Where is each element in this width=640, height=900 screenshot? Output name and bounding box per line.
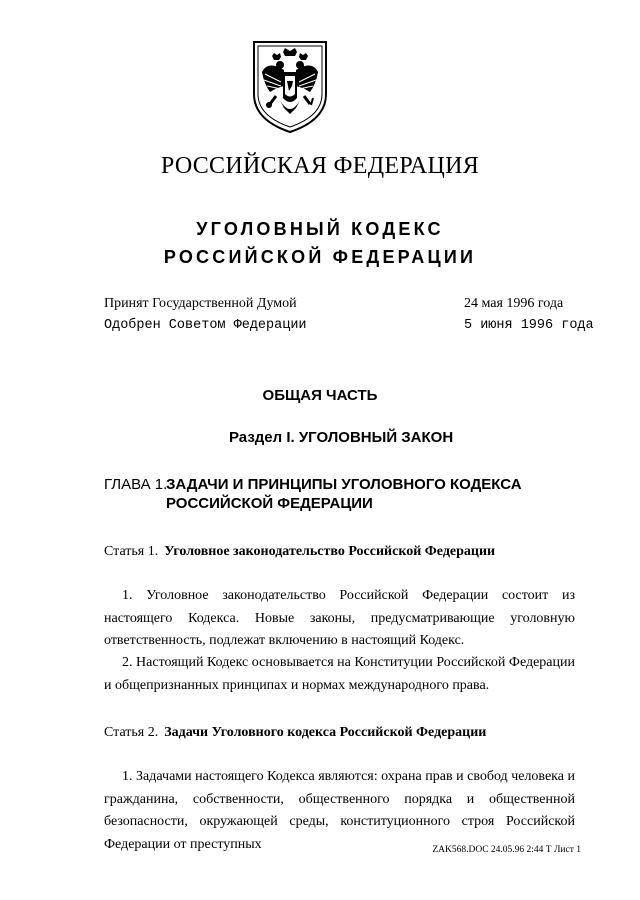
article-1-heading bbox=[104, 544, 495, 560]
article-1-title: Уголовное законодательство Российской Федерации bbox=[164, 544, 496, 559]
article-2-paragraph-1: 1. Задачами настоящего Кодекса являются: охрана прав и свобод человека и гражданина, собственности, общественного порядка и общественной безопасности, окружающей среды, конституционного строя Российской Федерации от преступных bbox=[104, 769, 575, 852]
approved-by-council-label: Одобрен Советом Федерации bbox=[104, 318, 307, 333]
article-2-number: Статья 2. bbox=[104, 725, 159, 740]
country-title: РОССИЙСКАЯ ФЕДЕРАЦИЯ bbox=[160, 153, 480, 179]
adopted-by-duma-date: 24 мая 1996 года bbox=[464, 296, 564, 311]
part-title: ОБЩАЯ ЧАСТЬ bbox=[262, 387, 378, 404]
article-1-paragraph-2: 2. Настоящий Кодекс основывается на Конституции Российской Федерации и общепризнанных принципах и нормах международного права. bbox=[104, 655, 575, 693]
article-2-title: Задачи Уголовного кодекса Российской Федерации bbox=[164, 725, 487, 740]
code-title-line-2: РОССИЙСКОЙ ФЕДЕРАЦИИ bbox=[163, 247, 477, 267]
approved-by-council-date: 5 июня 1996 года bbox=[464, 318, 594, 333]
adopted-by-duma-label: Принят Государственной Думой bbox=[104, 296, 297, 311]
article-2-heading bbox=[104, 725, 486, 741]
coat-of-arms-icon bbox=[250, 38, 330, 134]
article-1-number: Статья 1. bbox=[104, 544, 159, 559]
article-1-paragraph-1: 1. Уголовное законодательство Российской Федерации состоит из настоящего Кодекса. Новые законы, предусматривающие уголовную ответственность, подлежат включению в настоящий Кодекс. bbox=[104, 588, 575, 648]
code-title-line-1: УГОЛОВНЫЙ КОДЕКС bbox=[196, 219, 444, 239]
chapter-heading bbox=[104, 475, 522, 512]
chapter-title-line-2: РОССИЙСКОЙ ФЕДЕРАЦИИ bbox=[166, 495, 373, 512]
chapter-title bbox=[166, 475, 566, 513]
chapter-number: ГЛАВА 1. bbox=[104, 476, 168, 493]
section-title: Раздел I. УГОЛОВНЫЙ ЗАКОН bbox=[229, 429, 454, 446]
document-footer: ZAK568.DOC 24.05.96 2:44 Т Лист 1 bbox=[432, 845, 581, 855]
chapter-title-line-1: ЗАДАЧИ И ПРИНЦИПЫ УГОЛОВНОГО КОДЕКСА bbox=[166, 476, 522, 493]
